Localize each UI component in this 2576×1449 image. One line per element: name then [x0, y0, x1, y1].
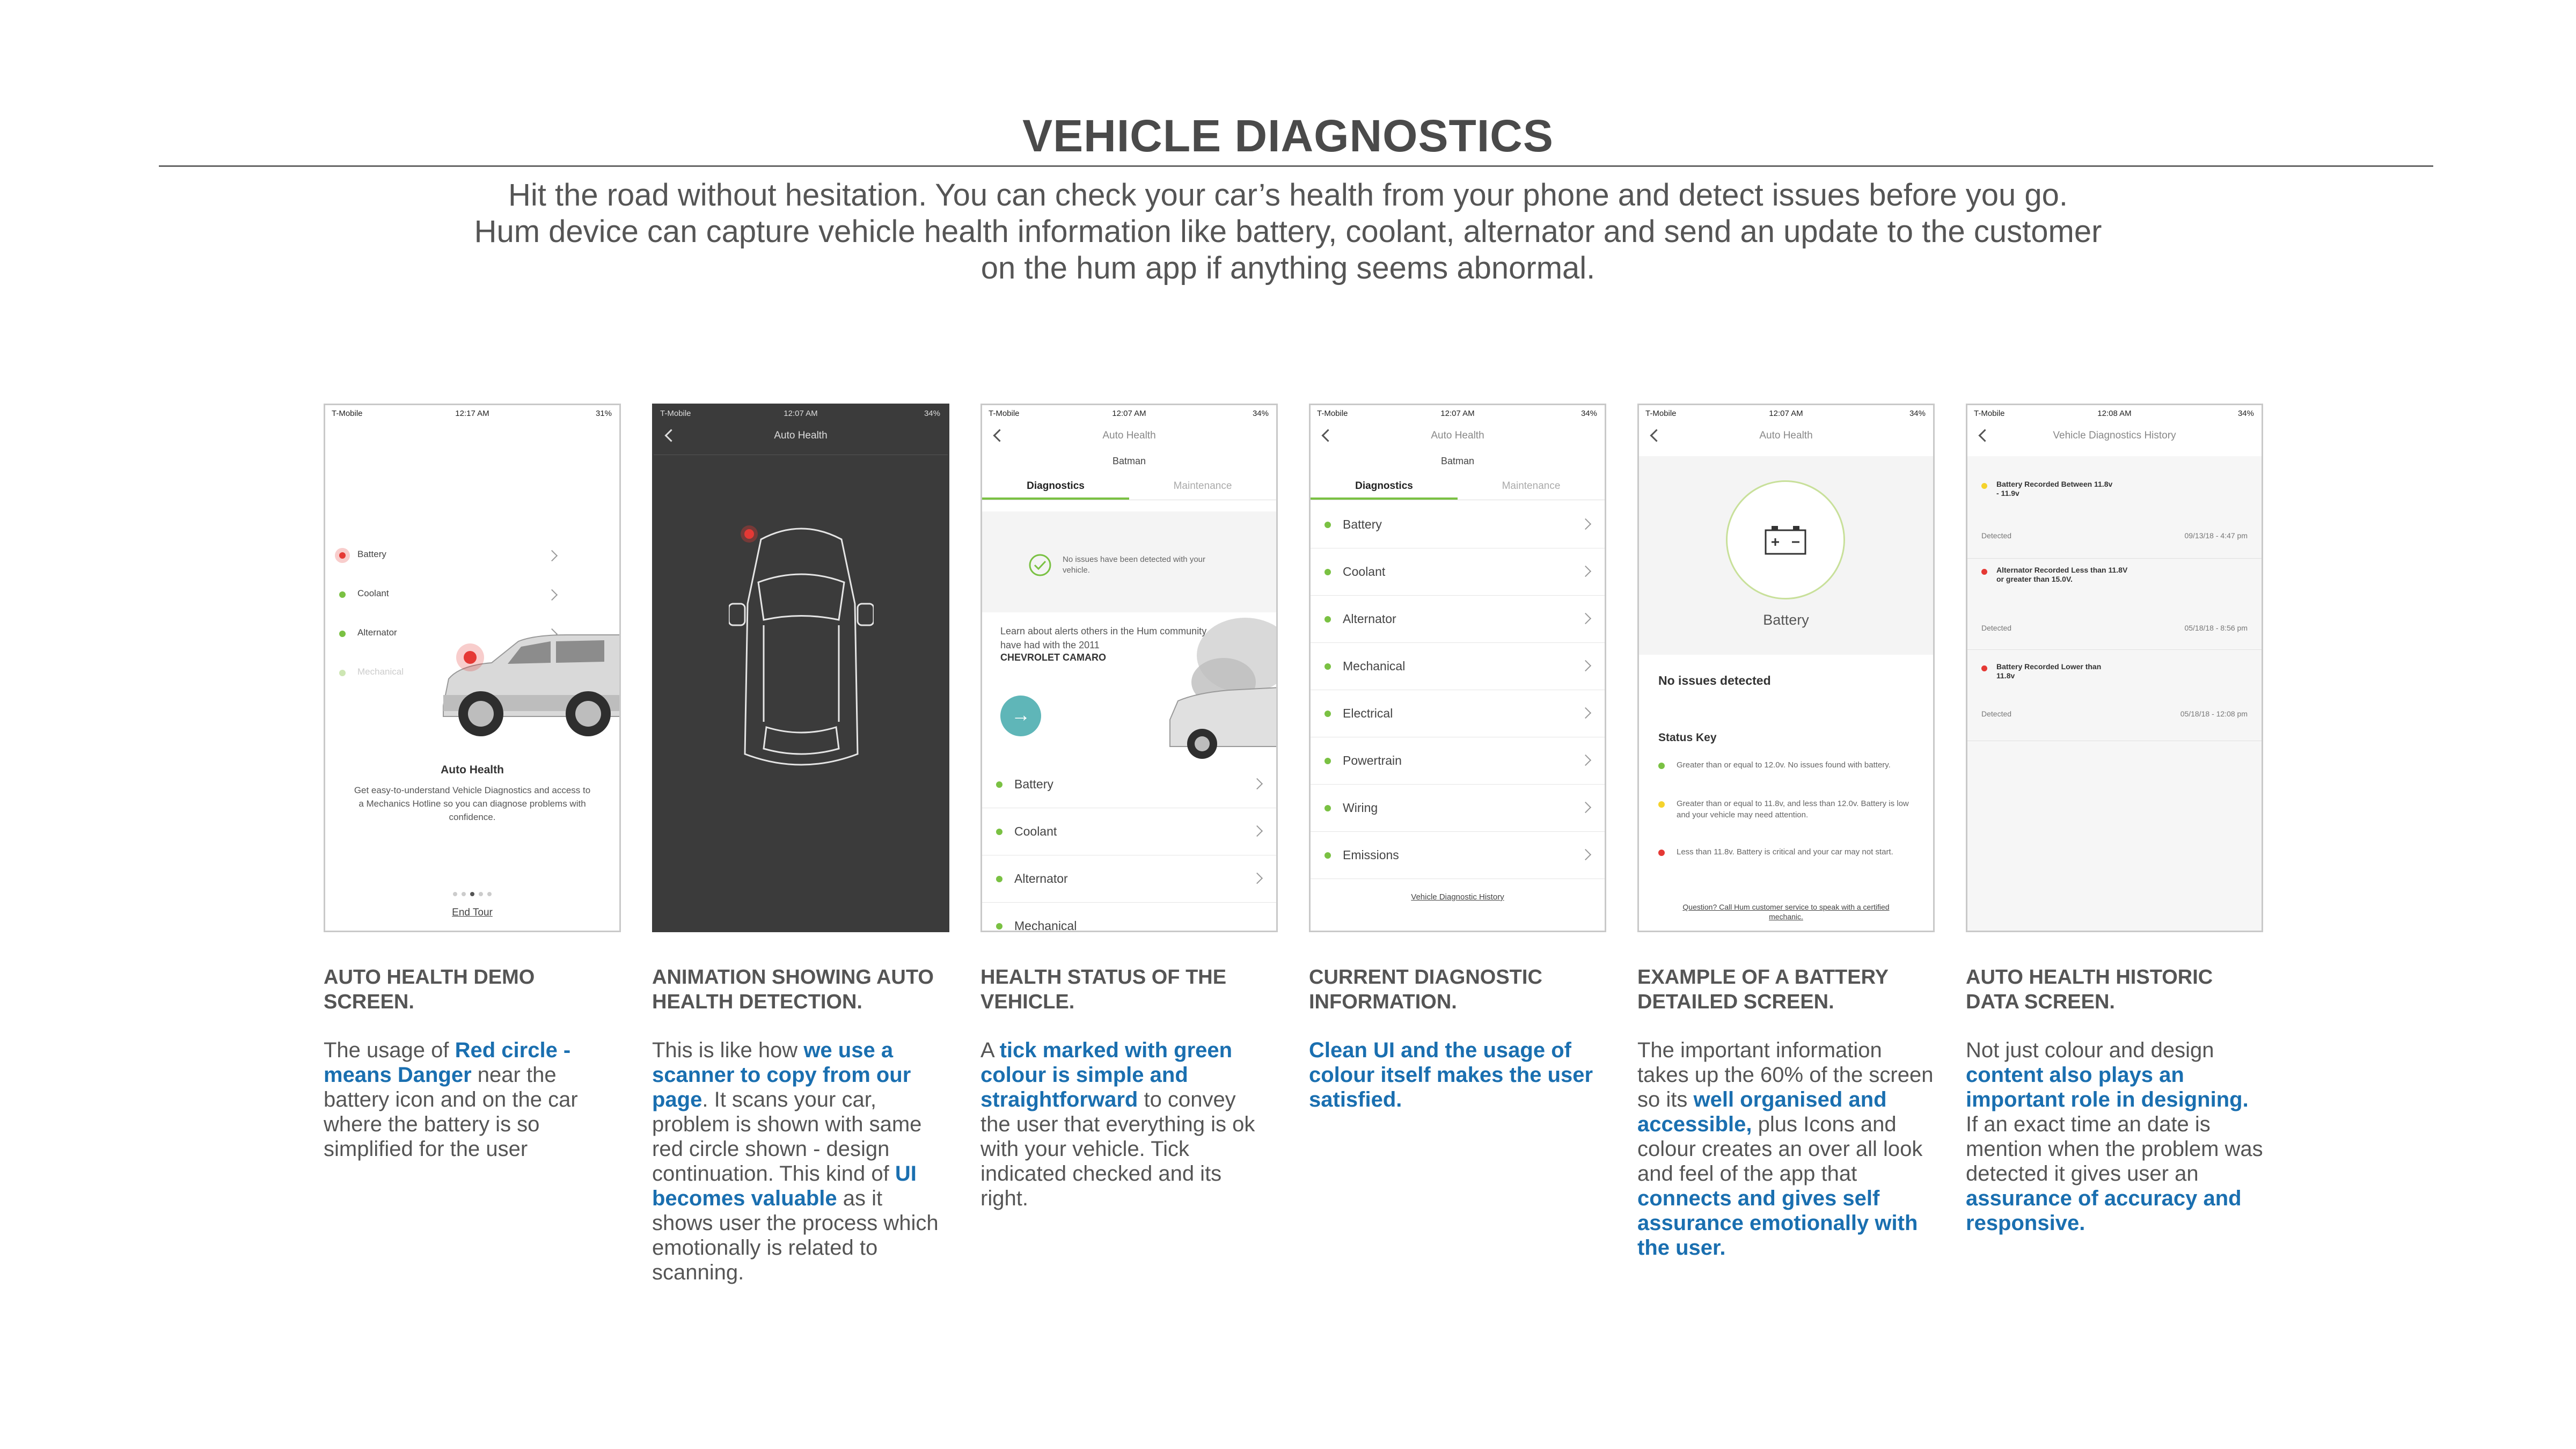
tab-bar — [982, 475, 1276, 500]
green-check-icon — [1028, 553, 1052, 577]
status-bar — [1311, 405, 1605, 421]
vehicle-model: CHEVROLET CAMARO — [1000, 652, 1106, 663]
status-bar — [1639, 405, 1933, 421]
demo-item-coolant[interactable] — [325, 576, 571, 613]
status-dot — [1324, 569, 1331, 575]
caption-text: as it shows user the process which emotionally is related to scanning. — [652, 1187, 939, 1284]
red-danger-dot — [339, 552, 346, 559]
diag-row-emissions[interactable] — [1311, 831, 1605, 879]
entry-title: Battery Recorded Between 11.8v - 11.9v — [1996, 480, 2113, 497]
screen-auto-health-demo — [324, 404, 621, 932]
caption-text: This is like how — [652, 1038, 804, 1062]
arrow-right-icon[interactable]: → — [1000, 696, 1041, 736]
status-dot — [996, 876, 1002, 882]
key-text: Greater than or equal to 12.0v. No issues found with battery. — [1677, 760, 1891, 770]
chevron-right-icon — [546, 550, 558, 561]
tab-bar — [1311, 475, 1605, 500]
caption-text: A — [980, 1038, 1000, 1062]
screen-scanner-animation — [652, 404, 949, 932]
caption-body — [980, 1038, 1260, 1211]
subtitle-line: Hit the road without hesitation. You can check your car’s health from your phone and detect issues before you go. — [508, 178, 2068, 213]
smoking-car-image — [1165, 612, 1278, 760]
battery-level: 34% — [924, 409, 940, 418]
status-key-title: Status Key — [1658, 731, 1717, 744]
caption-highlight: Red circle - means Danger — [324, 1038, 571, 1087]
subtitle-line: on the hum app if anything seems abnormal. — [980, 251, 1596, 286]
clock: 12:17 AM — [455, 409, 489, 418]
caption-text: . It scans your car, problem is shown with same red circle shown - design continuation. This kind of — [652, 1088, 922, 1185]
caption-text: near the battery icon and on the car where the battery is so simplified for the user — [324, 1063, 578, 1161]
end-tour-link[interactable]: End Tour — [452, 907, 493, 918]
status-key-green — [1658, 759, 1911, 771]
caption-highlight: UI becomes valuable — [652, 1162, 917, 1210]
active-tab-indicator — [1311, 497, 1458, 500]
row-label: Electrical — [1343, 706, 1393, 720]
status-bar — [982, 405, 1276, 421]
item-label: Battery — [357, 549, 386, 559]
car-outline-top-view — [729, 518, 874, 781]
no-issues-panel — [982, 511, 1276, 612]
diag-row-coolant[interactable] — [1311, 548, 1605, 596]
row-label: Coolant — [1014, 824, 1057, 838]
caption-text: If an exact time an date is mention when the problem was detected it gives user an — [1966, 1113, 2263, 1185]
caption-text: plus Icons and colour creates an over all look and feel of the app that — [1637, 1113, 1923, 1185]
status-bar — [325, 405, 619, 421]
clock: 12:07 AM — [784, 409, 818, 418]
row-label: Battery — [1343, 517, 1382, 531]
status-dot — [996, 781, 1002, 788]
status-row-alternator[interactable] — [982, 855, 1276, 903]
nav-title: Auto Health — [774, 430, 828, 441]
caption-title: CURRENT DIAGNOSTIC INFORMATION. — [1309, 966, 1542, 1013]
diag-row-wiring[interactable] — [1311, 784, 1605, 832]
status-row-coolant[interactable] — [982, 808, 1276, 855]
clock: 12:07 AM — [1112, 409, 1146, 418]
chevron-right-icon — [1252, 873, 1263, 884]
screen-health-status — [980, 404, 1278, 932]
status-bar — [1967, 405, 2262, 421]
no-issues-text: No issues have been detected with your vehicle. — [1063, 555, 1205, 575]
nav-title: Vehicle Diagnostics History — [2053, 430, 2176, 441]
caption-body — [652, 1038, 945, 1285]
nav-title: Auto Health — [1102, 430, 1156, 441]
chevron-right-icon — [1580, 755, 1591, 766]
caption-highlight: tick marked with green colour is simple and straightforward — [980, 1038, 1233, 1111]
red-dot — [1981, 569, 1987, 575]
community-alerts-card[interactable] — [982, 612, 1276, 760]
entry-title: Battery Recorded Lower than 11.8v — [1996, 662, 2102, 680]
caption-highlight: Clean UI and the usage of colour itself makes the user satisfied. — [1309, 1038, 1593, 1111]
clock: 12:08 AM — [2097, 409, 2132, 418]
diag-row-electrical[interactable] — [1311, 690, 1605, 737]
entry-title: Alternator Recorded Less than 11.8V or greater than 15.0V. — [1996, 566, 2128, 583]
page-dots — [325, 889, 619, 899]
key-text: Greater than or equal to 11.8v, and less than 12.0v. Battery is low and your vehicle may need attention. — [1677, 799, 1909, 819]
status-dot — [339, 591, 346, 598]
status-bar — [654, 405, 948, 421]
status-row-battery[interactable] — [982, 760, 1276, 808]
demo-description: Get easy-to-understand Vehicle Diagnostics and access to a Mechanics Hotline so you can diagnose problems with confidence. — [354, 785, 591, 822]
detected-label: Detected — [1981, 709, 2012, 718]
green-dot — [1658, 763, 1665, 769]
diag-row-mechanical[interactable] — [1311, 642, 1605, 690]
screen-diagnostic-history — [1966, 404, 2263, 932]
demo-heading: Auto Health — [441, 764, 504, 776]
battery-level: 34% — [1909, 409, 1926, 418]
status-dot — [339, 631, 346, 637]
battery-icon-ring — [1726, 480, 1845, 599]
row-label: Mechanical — [1343, 659, 1406, 673]
row-label: Alternator — [1343, 612, 1396, 626]
screen-battery-detail — [1637, 404, 1935, 932]
chevron-right-icon — [1580, 518, 1591, 530]
active-tab-indicator — [982, 497, 1129, 500]
battery-label: Battery — [1763, 612, 1809, 628]
nav-title: Auto Health — [1759, 430, 1813, 441]
demo-item-battery[interactable] — [325, 537, 571, 574]
caption-title: AUTO HEALTH HISTORIC DATA SCREEN. — [1966, 966, 2213, 1013]
carrier: T-Mobile — [1645, 409, 1677, 418]
caption-text: to convey the user that everything is ok with your vehicle. Tick indicated checked and its right. — [980, 1088, 1255, 1210]
nav-bar — [1967, 427, 2262, 448]
detected-label: Detected — [1981, 624, 2012, 632]
caption-highlight: well organised and accessible, — [1637, 1088, 1887, 1136]
status-dot — [1324, 522, 1331, 528]
status-dot — [1324, 711, 1331, 717]
yellow-dot — [1981, 483, 1987, 489]
subtitle-line: Hum device can capture vehicle health information like battery, coolant, alternator and send an update to the customer — [474, 214, 2102, 249]
row-label: Coolant — [1343, 565, 1386, 579]
key-text: Less than 11.8v. Battery is critical and your car may not start. — [1677, 847, 1893, 857]
chevron-right-icon — [1580, 849, 1591, 860]
battery-status: No issues detected — [1658, 674, 1771, 687]
status-dot — [1324, 663, 1331, 670]
nav-title: Auto Health — [1431, 430, 1484, 441]
caption-body — [324, 1038, 603, 1161]
diag-row-powertrain[interactable] — [1311, 737, 1605, 785]
page-subtitle — [376, 177, 2200, 287]
history-entry[interactable] — [1967, 478, 2262, 559]
nav-bar — [1311, 427, 1605, 448]
status-dot — [1324, 758, 1331, 764]
status-dot — [1324, 805, 1331, 811]
clock: 12:07 AM — [1440, 409, 1475, 418]
suv-car-image — [427, 614, 620, 743]
item-label: Coolant — [357, 588, 389, 598]
page-title: VEHICLE DIAGNOSTICS — [1022, 111, 1554, 161]
tab-maintenance[interactable]: Maintenance — [1173, 480, 1232, 492]
row-label: Powertrain — [1343, 753, 1402, 767]
caption-text: The usage of — [324, 1038, 455, 1062]
chevron-right-icon — [1580, 802, 1591, 813]
row-label: Wiring — [1343, 801, 1378, 815]
battery-icon — [1764, 524, 1807, 556]
diag-row-alternator[interactable] — [1311, 595, 1605, 643]
chevron-right-icon — [1580, 660, 1591, 671]
carrier: T-Mobile — [332, 409, 363, 418]
entry-date: 05/18/18 - 12:08 pm — [2180, 709, 2248, 718]
tab-diagnostics[interactable]: Diagnostics — [1355, 480, 1413, 492]
history-entry[interactable] — [1967, 564, 2262, 650]
caption-text: Not just colour and design — [1966, 1038, 2214, 1062]
status-dot — [339, 670, 346, 676]
caption-highlight: we use a scanner to copy from our page — [652, 1038, 911, 1111]
row-label: Mechanical — [1014, 919, 1077, 932]
caption-highlight: content also plays an important role in designing. — [1966, 1063, 2249, 1111]
nav-bar — [982, 427, 1276, 448]
entry-date: 09/13/18 - 4:47 pm — [2184, 531, 2248, 540]
item-label: Alternator — [357, 627, 397, 638]
entry-date: 05/18/18 - 8:56 pm — [2184, 624, 2248, 632]
caption-title: HEALTH STATUS OF THE VEHICLE. — [980, 966, 1227, 1013]
diagnostic-history-link[interactable]: Vehicle Diagnostic History — [1411, 892, 1504, 902]
chevron-right-icon — [1252, 825, 1263, 837]
carrier: T-Mobile — [660, 409, 691, 418]
screen-diagnostic-list — [1309, 404, 1606, 932]
carrier: T-Mobile — [1317, 409, 1348, 418]
chevron-right-icon — [1580, 566, 1591, 577]
diag-row-battery[interactable] — [1311, 501, 1605, 548]
vehicle-name: Batman — [1112, 456, 1146, 466]
caption-title: AUTO HEALTH DEMO SCREEN. — [324, 966, 535, 1013]
status-row-mechanical[interactable] — [982, 902, 1276, 932]
carrier: T-Mobile — [989, 409, 1020, 418]
yellow-dot — [1658, 801, 1665, 808]
caption-body — [1309, 1038, 1609, 1112]
caption-body — [1966, 1038, 2266, 1235]
battery-level: 31% — [595, 409, 612, 418]
row-label: Battery — [1014, 777, 1053, 791]
nav-bar — [654, 427, 948, 448]
status-dot — [996, 923, 1002, 930]
nav-bar — [1639, 427, 1933, 448]
chevron-right-icon — [1580, 707, 1591, 719]
status-dot — [996, 829, 1002, 835]
status-key-yellow — [1658, 798, 1911, 821]
row-label: Alternator — [1014, 872, 1068, 885]
caption-title: EXAMPLE OF A BATTERY DETAILED SCREEN. — [1637, 966, 1889, 1013]
status-key-red — [1658, 846, 1911, 858]
status-dot — [1324, 616, 1331, 623]
battery-level: 34% — [2237, 409, 2254, 418]
detected-label: Detected — [1981, 531, 2012, 540]
battery-hero — [1639, 456, 1933, 655]
red-dot — [1658, 850, 1665, 856]
vehicle-name: Batman — [1440, 456, 1475, 466]
caption-text: The important information takes up the 60% of the screen so its — [1637, 1038, 1934, 1111]
battery-level: 34% — [1580, 409, 1597, 418]
community-alerts-text: Learn about alerts others in the Hum community have had with the 2011 — [1000, 626, 1207, 650]
caption-title: ANIMATION SHOWING AUTO HEALTH DETECTION. — [652, 966, 934, 1013]
chevron-right-icon — [1580, 613, 1591, 624]
carrier: T-Mobile — [1974, 409, 2005, 418]
red-dot — [1981, 665, 1987, 671]
caption-highlight: assurance of accuracy and responsive. — [1966, 1187, 2242, 1235]
tab-diagnostics[interactable]: Diagnostics — [1027, 480, 1085, 492]
clock: 12:07 AM — [1769, 409, 1803, 418]
chevron-right-icon — [1252, 778, 1263, 789]
title-divider — [159, 165, 2433, 167]
status-dot — [1324, 852, 1331, 859]
tab-maintenance[interactable]: Maintenance — [1502, 480, 1561, 492]
history-entry[interactable] — [1967, 660, 2262, 741]
history-list — [1967, 456, 2262, 932]
caption-body — [1637, 1038, 1938, 1260]
chevron-right-icon — [546, 589, 558, 601]
item-label: Mechanical — [357, 667, 404, 677]
row-label: Emissions — [1343, 848, 1399, 862]
caption-highlight: connects and gives self assurance emotionally with the user. — [1637, 1187, 1918, 1260]
mechanic-help-link[interactable]: Question? Call Hum customer service to speak with a certified mechanic. — [1682, 903, 1890, 921]
battery-level: 34% — [1252, 409, 1269, 418]
